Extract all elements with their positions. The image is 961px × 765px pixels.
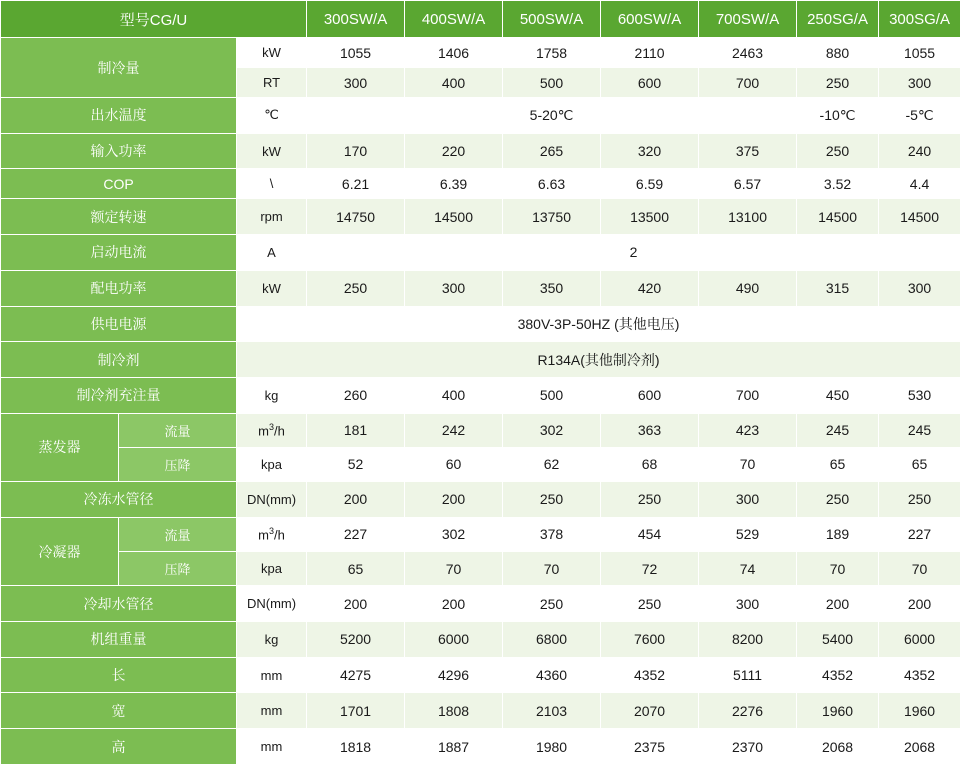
row-unit: kg bbox=[237, 622, 307, 658]
cell: 420 bbox=[601, 270, 699, 306]
table-row bbox=[1, 729, 961, 765]
unit-exponent: 3 bbox=[269, 526, 275, 537]
cell: 1960 bbox=[879, 693, 961, 729]
row-label-condenser: 冷凝器 bbox=[1, 517, 119, 586]
cell: 14500 bbox=[797, 199, 879, 235]
cell: 2463 bbox=[699, 38, 797, 68]
cell: 2276 bbox=[699, 693, 797, 729]
cell: 250 bbox=[601, 586, 699, 622]
cell: 2370 bbox=[699, 729, 797, 765]
cell: 7600 bbox=[601, 622, 699, 658]
cell: 220 bbox=[405, 133, 503, 169]
cell-span: 380V-3P-50HZ (其他电压) bbox=[237, 306, 961, 342]
cell: 6.59 bbox=[601, 169, 699, 199]
cell: 315 bbox=[797, 270, 879, 306]
table-row bbox=[1, 38, 961, 68]
cell: 200 bbox=[879, 586, 961, 622]
unit-tail: /h bbox=[274, 423, 285, 439]
cell: 1055 bbox=[307, 38, 405, 68]
cell: 70 bbox=[405, 552, 503, 586]
cell: 200 bbox=[405, 586, 503, 622]
table-row bbox=[1, 517, 961, 551]
cell: 600 bbox=[601, 377, 699, 413]
cell: 170 bbox=[307, 133, 405, 169]
cell: 1055 bbox=[879, 38, 961, 68]
cell: 375 bbox=[699, 133, 797, 169]
cell: 250 bbox=[503, 482, 601, 518]
row-label-rated-speed: 额定转速 bbox=[1, 199, 237, 235]
row-unit: kg bbox=[237, 377, 307, 413]
cell: 70 bbox=[503, 552, 601, 586]
cell: 3.52 bbox=[797, 169, 879, 199]
table-row bbox=[1, 306, 961, 342]
row-unit: mm bbox=[237, 729, 307, 765]
cell: 245 bbox=[879, 413, 961, 447]
cell: 250 bbox=[307, 270, 405, 306]
cell: 74 bbox=[699, 552, 797, 586]
row-unit: A bbox=[237, 235, 307, 271]
row-label-height: 高 bbox=[1, 729, 237, 765]
cell: 13750 bbox=[503, 199, 601, 235]
row-label-power-supply: 供电电源 bbox=[1, 306, 237, 342]
cell: 250 bbox=[797, 133, 879, 169]
cell: 700 bbox=[699, 377, 797, 413]
cell: 1960 bbox=[797, 693, 879, 729]
row-unit: \ bbox=[237, 169, 307, 199]
cell: 300 bbox=[699, 482, 797, 518]
cell: 250 bbox=[797, 482, 879, 518]
row-label-width: 宽 bbox=[1, 693, 237, 729]
cell: 1758 bbox=[503, 38, 601, 68]
cell: 350 bbox=[503, 270, 601, 306]
cell: 65 bbox=[307, 552, 405, 586]
row-sublabel-flow: 流量 bbox=[119, 517, 237, 551]
cell: 363 bbox=[601, 413, 699, 447]
cell: 300 bbox=[699, 586, 797, 622]
table-row bbox=[1, 133, 961, 169]
cell: 181 bbox=[307, 413, 405, 447]
row-unit: DN(mm) bbox=[237, 482, 307, 518]
cell: 250 bbox=[601, 482, 699, 518]
cell: 200 bbox=[307, 482, 405, 518]
row-unit: ℃ bbox=[237, 98, 307, 134]
row-unit bbox=[237, 413, 307, 447]
table-row bbox=[1, 482, 961, 518]
cell: 200 bbox=[797, 586, 879, 622]
row-unit: kpa bbox=[237, 552, 307, 586]
cell: 400 bbox=[405, 377, 503, 413]
cell: 250 bbox=[879, 482, 961, 518]
cell: 240 bbox=[879, 133, 961, 169]
cell: 300 bbox=[307, 68, 405, 98]
cell: 423 bbox=[699, 413, 797, 447]
unit-exponent: 3 bbox=[269, 422, 275, 433]
cell: 1818 bbox=[307, 729, 405, 765]
cell: 2070 bbox=[601, 693, 699, 729]
cell: 200 bbox=[307, 586, 405, 622]
cell: 302 bbox=[405, 517, 503, 551]
cell-span: 2 bbox=[307, 235, 961, 271]
cell: 5111 bbox=[699, 657, 797, 693]
header-col-2: 500SW/A bbox=[503, 1, 601, 38]
cell: 242 bbox=[405, 413, 503, 447]
cell: 6000 bbox=[405, 622, 503, 658]
row-sublabel-pressure-drop: 压降 bbox=[119, 447, 237, 481]
table-row bbox=[1, 98, 961, 134]
unit-tail: /h bbox=[274, 527, 285, 543]
cell: 227 bbox=[879, 517, 961, 551]
header-col-3: 600SW/A bbox=[601, 1, 699, 38]
cell: 62 bbox=[503, 447, 601, 481]
cell: 6.63 bbox=[503, 169, 601, 199]
table-row bbox=[1, 447, 961, 481]
header-col-1: 400SW/A bbox=[405, 1, 503, 38]
row-unit: RT bbox=[237, 68, 307, 98]
row-unit: DN(mm) bbox=[237, 586, 307, 622]
row-label-input-power: 输入功率 bbox=[1, 133, 237, 169]
cell-span: R134A(其他制冷剂) bbox=[237, 342, 961, 378]
row-label-outlet-water-temp: 出水温度 bbox=[1, 98, 237, 134]
cell: 200 bbox=[405, 482, 503, 518]
row-sublabel-pressure-drop: 压降 bbox=[119, 552, 237, 586]
table-header-row bbox=[1, 1, 961, 38]
cell: 6.21 bbox=[307, 169, 405, 199]
cell: 13500 bbox=[601, 199, 699, 235]
header-col-5: 250SG/A bbox=[797, 1, 879, 38]
cell: 14500 bbox=[879, 199, 961, 235]
cell: 265 bbox=[503, 133, 601, 169]
cell: 68 bbox=[601, 447, 699, 481]
cell: 14500 bbox=[405, 199, 503, 235]
row-label-cooling-water-pipe: 冷却水管径 bbox=[1, 586, 237, 622]
table-row bbox=[1, 199, 961, 235]
cell: 4360 bbox=[503, 657, 601, 693]
cell: 5200 bbox=[307, 622, 405, 658]
cell: 2068 bbox=[879, 729, 961, 765]
cell: 245 bbox=[797, 413, 879, 447]
row-label-length: 长 bbox=[1, 657, 237, 693]
cell: 250 bbox=[797, 68, 879, 98]
cell: -10℃ bbox=[797, 98, 879, 134]
table-row bbox=[1, 169, 961, 199]
cell: 6000 bbox=[879, 622, 961, 658]
unit-base: m bbox=[258, 423, 269, 439]
cell: 300 bbox=[405, 270, 503, 306]
table-row bbox=[1, 413, 961, 447]
cell: 4352 bbox=[601, 657, 699, 693]
header-col-6: 300SG/A bbox=[879, 1, 961, 38]
table-row bbox=[1, 270, 961, 306]
cell: 300 bbox=[879, 68, 961, 98]
cell: 530 bbox=[879, 377, 961, 413]
cell: 60 bbox=[405, 447, 503, 481]
cell: 2068 bbox=[797, 729, 879, 765]
cell: 14750 bbox=[307, 199, 405, 235]
row-unit: kW bbox=[237, 38, 307, 68]
cell: 378 bbox=[503, 517, 601, 551]
cell: 4.4 bbox=[879, 169, 961, 199]
table-row bbox=[1, 377, 961, 413]
row-unit: mm bbox=[237, 693, 307, 729]
row-unit bbox=[237, 517, 307, 551]
row-label-refrigerant-charge: 制冷剂充注量 bbox=[1, 377, 237, 413]
row-label-evaporator: 蒸发器 bbox=[1, 413, 119, 482]
cell: 1701 bbox=[307, 693, 405, 729]
row-unit: kpa bbox=[237, 447, 307, 481]
cell: 600 bbox=[601, 68, 699, 98]
table-row bbox=[1, 586, 961, 622]
cell: 4296 bbox=[405, 657, 503, 693]
row-label-chilled-water-pipe: 冷冻水管径 bbox=[1, 482, 237, 518]
row-label-starting-current: 启动电流 bbox=[1, 235, 237, 271]
row-unit: kW bbox=[237, 133, 307, 169]
cell: 2375 bbox=[601, 729, 699, 765]
row-unit: kW bbox=[237, 270, 307, 306]
cell: 72 bbox=[601, 552, 699, 586]
table-row bbox=[1, 693, 961, 729]
cell: 700 bbox=[699, 68, 797, 98]
cell: 880 bbox=[797, 38, 879, 68]
cell: 454 bbox=[601, 517, 699, 551]
cell: 6.39 bbox=[405, 169, 503, 199]
cell: 2110 bbox=[601, 38, 699, 68]
row-label-distribution-power: 配电功率 bbox=[1, 270, 237, 306]
table-row bbox=[1, 342, 961, 378]
table-row bbox=[1, 622, 961, 658]
row-unit: mm bbox=[237, 657, 307, 693]
cell: 65 bbox=[797, 447, 879, 481]
cell-span: 5-20℃ bbox=[307, 98, 797, 134]
cell: 6800 bbox=[503, 622, 601, 658]
cell: 227 bbox=[307, 517, 405, 551]
cell: 320 bbox=[601, 133, 699, 169]
row-unit: rpm bbox=[237, 199, 307, 235]
cell: 70 bbox=[879, 552, 961, 586]
cell: 189 bbox=[797, 517, 879, 551]
header-model-label: 型号CG/U bbox=[1, 1, 307, 38]
cell: 8200 bbox=[699, 622, 797, 658]
header-col-4: 700SW/A bbox=[699, 1, 797, 38]
cell: 2103 bbox=[503, 693, 601, 729]
cell: 52 bbox=[307, 447, 405, 481]
table-row bbox=[1, 235, 961, 271]
cell: 302 bbox=[503, 413, 601, 447]
table-row bbox=[1, 657, 961, 693]
cell: 70 bbox=[797, 552, 879, 586]
cell: 250 bbox=[503, 586, 601, 622]
cell: 6.57 bbox=[699, 169, 797, 199]
cell: 1887 bbox=[405, 729, 503, 765]
row-label-refrigerant: 制冷剂 bbox=[1, 342, 237, 378]
cell: 300 bbox=[879, 270, 961, 306]
cell: 13100 bbox=[699, 199, 797, 235]
cell: 65 bbox=[879, 447, 961, 481]
cell: 4352 bbox=[879, 657, 961, 693]
cell: 1980 bbox=[503, 729, 601, 765]
unit-base: m bbox=[258, 527, 269, 543]
cell: 450 bbox=[797, 377, 879, 413]
cell: 529 bbox=[699, 517, 797, 551]
cell: 260 bbox=[307, 377, 405, 413]
cell: 1406 bbox=[405, 38, 503, 68]
cell: 4275 bbox=[307, 657, 405, 693]
row-label-cooling-capacity: 制冷量 bbox=[1, 38, 237, 98]
cell: 70 bbox=[699, 447, 797, 481]
row-label-cop: COP bbox=[1, 169, 237, 199]
cell: 490 bbox=[699, 270, 797, 306]
row-label-unit-weight: 机组重量 bbox=[1, 622, 237, 658]
cell: -5℃ bbox=[879, 98, 961, 134]
row-sublabel-flow: 流量 bbox=[119, 413, 237, 447]
header-col-0: 300SW/A bbox=[307, 1, 405, 38]
cell: 5400 bbox=[797, 622, 879, 658]
table-row bbox=[1, 552, 961, 586]
cell: 4352 bbox=[797, 657, 879, 693]
cell: 1808 bbox=[405, 693, 503, 729]
cell: 400 bbox=[405, 68, 503, 98]
cell: 500 bbox=[503, 68, 601, 98]
cell: 500 bbox=[503, 377, 601, 413]
